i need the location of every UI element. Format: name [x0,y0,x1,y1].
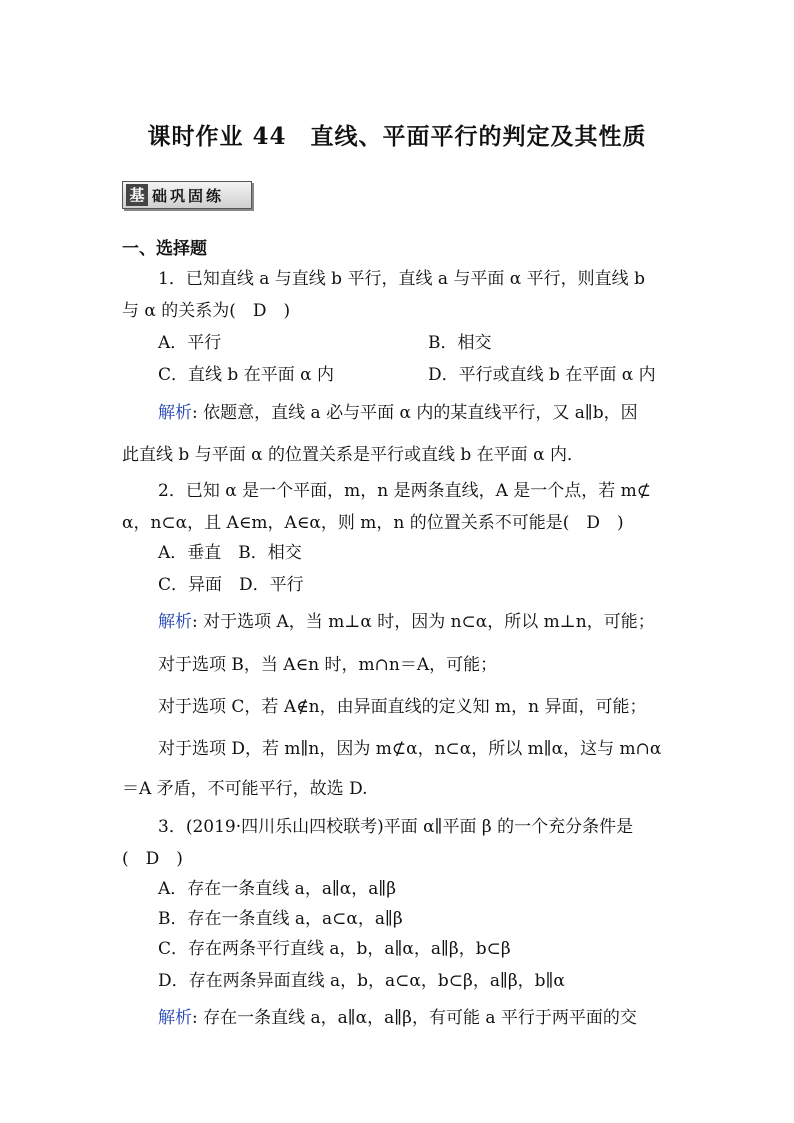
q3-stem-line2: ( D ) [122,849,183,869]
q1-option-b: B．相交 [428,333,492,353]
q3-option-a: A．存在一条直线 a，a∥α，a∥β [158,879,397,899]
q2-explanation-line1 [158,607,655,632]
q2-stem-line1: 2．已知 α 是一个平面，m，n 是两条直线，A 是一个点，若 m⊄ [158,481,652,501]
q2-explanation-line5: ＝A 矛盾，不可能平行，故选 D. [122,779,368,799]
q2-explanation-line4: 对于选项 D，若 m∥n，因为 m⊄α，n⊂α，所以 m∥α，这与 m∩α [158,739,662,759]
q1-option-c: C．直线 b 在平面 α 内 [158,365,334,385]
q1-option-a: A．平行 [158,333,222,353]
q2-explanation-text1: : 对于选项 A，当 m⊥α 时，因为 n⊂α，所以 m⊥n，可能； [192,612,655,632]
q3-jiexi-label: 解析 [158,1008,192,1028]
q2-jiexi-label: 解析 [158,612,192,632]
section-tag [122,181,252,209]
q3-option-b: B．存在一条直线 a，a⊂α，a∥β [158,909,403,929]
page-title: 课时作业 44 直线、平面平行的判定及其性质 [147,123,647,150]
q3-option-c: C．存在两条平行直线 a，b，a∥α，a∥β，b⊂β [158,939,511,959]
q1-explanation-line1 [158,398,638,423]
q1-option-d: D．平行或直线 b 在平面 α 内 [428,365,656,385]
q1-jiexi-label: 解析 [158,403,192,423]
q2-explanation-line3: 对于选项 C，若 A∉n，由异面直线的定义知 m，n 异面，可能； [158,697,647,717]
q1-explanation-line2: 此直线 b 与平面 α 的位置关系是平行或直线 b 在平面 α 内． [122,445,584,465]
q1-explanation-text1: : 依题意，直线 a 必与平面 α 内的某直线平行，又 a∥b，因 [192,403,638,423]
q2-explanation-line2: 对于选项 B，当 A∈n 时，m∩n＝A，可能； [158,655,498,675]
q3-explanation-line1 [158,1003,637,1028]
q1-stem-line1: 1．已知直线 a 与直线 b 平行，直线 a 与平面 α 平行，则直线 b [158,269,645,289]
q3-stem-line1: 3．(2019·四川乐山四校联考)平面 α∥平面 β 的一个充分条件是 [158,817,634,837]
section-tag-label: 础巩固练 [152,186,225,205]
q2-stem-line2: α，n⊂α，且 A∈m，A∈α，则 m，n 的位置关系不可能是( D ) [122,513,624,533]
q1-stem-line2: 与 α 的关系为( D ) [122,301,291,321]
section-heading: 一、选择题 [122,239,207,259]
q2-options-ab: A．垂直 B．相交 [158,543,302,563]
q3-explanation-text1: : 存在一条直线 a，a∥α，a∥β，有可能 a 平行于两平面的交 [192,1008,637,1028]
q3-option-d: D．存在两条异面直线 a，b，a⊂α，b⊂β，a∥β，b∥α [158,971,565,991]
q2-options-cd: C．异面 D．平行 [158,575,304,595]
section-tag-first-char: 基 [126,184,148,206]
